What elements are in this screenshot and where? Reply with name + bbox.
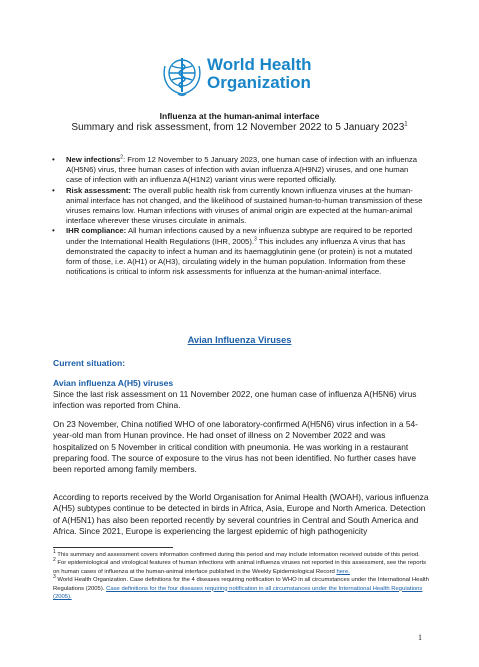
who-emblem-icon bbox=[160, 52, 204, 98]
bullet-ihr-compliance: • IHR compliance: All human infections caused by a new influenza subtype are required to be reported under the International Health Regulations (IHR, 2005).$^3$ This includes any influenza A virus that has demonstrated the capacity to infect a human and its haemagglutinin gene (or protein) is not a mutated form of those, i.e. A(H1) or A(H3), circulating widely in the human population. Information from these notifications is critical to inform risk assessments for influenza at the human-animal interface. bbox=[52, 226, 424, 277]
footnote-divider bbox=[53, 547, 173, 548]
who-logo bbox=[160, 52, 320, 100]
footnote-link-here[interactable]: here. bbox=[336, 568, 350, 575]
document-title: Influenza at the human-animal interface bbox=[159, 111, 320, 121]
current-situation-heading: Current situation: bbox=[53, 358, 126, 368]
section-title: Avian Influenza Viruses bbox=[187, 335, 292, 345]
subsection-heading: Avian influenza A(H5) viruses bbox=[53, 378, 174, 388]
who-wordmark: World Health Organization bbox=[207, 55, 312, 92]
paragraph: On 23 November, China notified WHO of one laboratory-confirmed A(H5N6) virus infection in a 54-year-old man from Hunan province. He had onset of illness on 2 November 2022 and was hospitalized on 5 November in critical condition with pneumonia. He was working in a restaurant preparing food. The source of exposure to the virus has not been identified. No further cases have been reported among family members. bbox=[53, 419, 418, 475]
footnote-ref-2: 2 bbox=[120, 154, 124, 161]
paragraph: Since the last risk assessment on 11 November 2022, one human case of influenza A(H5N6) virus infection was reported from China. bbox=[53, 389, 417, 411]
footnote-3: $^3$ World Health Organization. Case definitions for the 4 diseases requiring notification to WHO in all circumstances under the International Health Regulations (2005). Case definitions for the four diseases requiring notification in all circumstances under the International Health Regulations (2005). bbox=[53, 574, 429, 601]
document-subtitle: Summary and risk assessment, from 12 November 2022 to 5 January 2023$^1$ bbox=[71, 121, 408, 133]
footnote-2: $^2$ For epidemiological and virological features of human infections with animal influenza viruses not reported in this assessment, see the reports on human cases of influenza at the human-animal interface published in the Weekly Epidemiological Record here. bbox=[53, 557, 427, 575]
footnote-link-case-definitions[interactable]: Case definitions for the four diseases requiring notification in all circumstances under the International Health Regulations (2005). bbox=[53, 585, 423, 601]
footnote-1: $^1$ This summary and assessment covers information confirmed during this period and may include information received outside of this period. bbox=[53, 549, 420, 558]
footnote-ref-1: 1 bbox=[404, 121, 408, 128]
bullet-new-infections: • New infections$^2$: From 12 November to 5 January 2023, one human case of infection with an influenza A(H5N6) virus, three human cases of infection with avian influenza A(H9N2) viruses, and one human case of infection with an influenza A(H1N2) variant virus were reported officially. bbox=[52, 155, 424, 186]
footnotes bbox=[53, 551, 433, 601]
paragraph: According to reports received by the World Organisation for Animal Health (WOAH), various influenza A(H5) subtypes continue to be detected in birds in Africa, Asia, Europe and North America. Detection of A(H5N1) has also been reported recently by several countries in Central and South America and Africa. Since 2021, Europe is experiencing the largest epidemic of high pathogenicity bbox=[53, 492, 429, 536]
page-number: 1 bbox=[418, 633, 422, 642]
bullet-risk-assessment: • Risk assessment: The overall public health risk from currently known influenza viruses at the human-animal interface has not changed, and the likelihood of sustained human-to-human transmission of these viruses remains low. Human infections with viruses of animal origin are expected at the human-animal interface wherever these viruses circulate in animals. bbox=[52, 186, 424, 227]
footnote-ref-3: 3 bbox=[254, 236, 257, 243]
summary-bullets bbox=[52, 155, 424, 277]
